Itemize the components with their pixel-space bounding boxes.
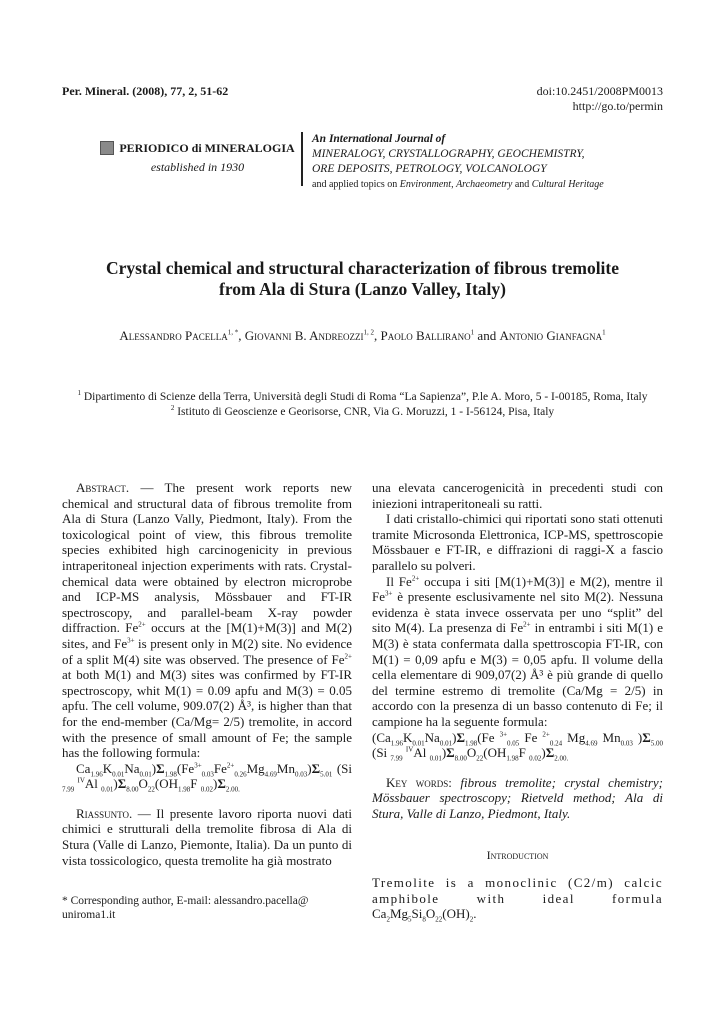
applied-cult: Cultural Heritage (531, 179, 604, 190)
charge: 2+ (344, 652, 352, 661)
charge: 3+ (127, 636, 135, 645)
masthead-divider (301, 132, 303, 186)
author-name: Giovanni B. Andreozzi (244, 328, 364, 343)
riassunto-dash: — (132, 805, 157, 821)
affiliation-1 (60, 390, 665, 405)
charge: 2+ (138, 621, 146, 630)
journal-established: established in 1930 (150, 160, 245, 174)
author-affil: 1 (470, 328, 475, 337)
riassunto-text: è presente esclusivamente nel sito M(2). Nessuna evidenza è stata invece osservata per uno “split” del sito M(4). La presenza di Fe (372, 589, 663, 636)
title-line-2: from Ala di Stura (Lanzo Valley, Italy) (219, 279, 506, 299)
applied-arch: Archaeometry (456, 179, 513, 190)
author-sep: and (474, 328, 500, 343)
left-column (62, 480, 352, 868)
riassunto-formula: $(Ca_{1.96}K_{0.01}Na_{0.01})\Sigma_{1.98}(Fe$ $^{3+}_{0.05}$ Fe $^{2+}_{0.24}$ $Mg_{4.69}$ $Mn_{0.03}$ )$\Sigma_{5.00}$ (Si $_{7.99}$ $^{IV}$Al $_{0.01})\Sigma_{8.00}O_{22}(OH_{1.98}F$ $_{0.02})\Sigma_{2.00.}$ (372, 729, 663, 763)
riassunto-text: Il presente lavoro riporta nuovi dati chimici e strutturali della tremolite fibrosa di Ala di Stura (Valle di Lanzo, Piemonte, Italia). Da un punto di vista tossicologico, questa tremolite ha già mostrato (62, 805, 352, 868)
riassunto-paragraph-2: I dati cristallo-chimici qui riportati sono stati ottenuti tramite Microsonda Elettronica, ICP-MS, spettroscopie Mössbauer e FT-IR, e diffrazioni di raggi-X a fascio parallelo su polveri. (372, 511, 663, 573)
introduction-heading: Introduction (486, 848, 549, 862)
author-list (60, 328, 665, 344)
charge: 2+ (411, 574, 420, 583)
author-name: Paolo Ballirano (380, 328, 471, 343)
riassunto (62, 806, 352, 868)
journal-scope (312, 132, 604, 192)
title-line-1: Crystal chemical and structural characterization of fibrous tremolite (105, 258, 620, 278)
journal-url[interactable]: http://go.to/permin (572, 99, 663, 113)
right-column (372, 480, 663, 821)
riassunto-text: Il Fe (386, 573, 412, 589)
author-affil: 1, * (227, 328, 239, 337)
riassunto-cont: una elevata cancerogenicità in precedenti studi con iniezioni intraperitoneali su ratti. (372, 480, 663, 511)
journal-logo-icon (100, 141, 114, 155)
abstract-text: occurs at the [M(1)+M(3)] and M(2) sites, and Fe (62, 620, 352, 651)
paper-title (60, 258, 665, 300)
applied-sep: , (451, 179, 457, 190)
affiliation-num: 2 (170, 404, 175, 413)
author-sep: , (374, 328, 381, 343)
doi-block (537, 84, 663, 114)
abstract-dash: — (129, 480, 165, 495)
fields-line-2: ORE DEPOSITS, PETROLOGY, VOLCANOLOGY (312, 163, 547, 175)
intro-formula: $Ca_2Mg_5Si_8O_{22}(OH)_2$. (372, 906, 477, 924)
journal-name: PERIODICO di MINERALOGIA (119, 141, 295, 155)
riassunto-text: in entrambi i siti M(1) e M(3) è stata confermata dalla spettroscopia FT-IR, con M(1) = 0,09 apfu e M(3) = 0,05 apfu. Il volume della cella elementare di 909,07(2) Å³ è più grande di quello del termine estremo di tremolite (Ca/Mg = 2/5) in accordo con la presenza di un basso contenuto di Fe; il campione ha la seguente formula: (372, 620, 664, 729)
charge: 2+ (523, 621, 531, 630)
affiliation-num: 1 (77, 389, 81, 398)
intro-sentence: Tremolite is a monoclinic (C2/m) calcic amphibole with ideal formula (372, 875, 663, 906)
applied-topics (312, 177, 604, 192)
journal-citation: Per. Mineral. (2008), 77, 2, 51-62 (62, 84, 229, 98)
author-sep: , (238, 328, 245, 343)
riassunto-text: occupa i siti [M(1)+M(3)] e M(2), mentre il Fe (372, 573, 663, 605)
affiliations (60, 390, 665, 420)
abstract-formula: $Ca_{1.96}K_{0.01}Na_{0.01})\Sigma_{1.98}(Fe^{3+}_{0.03}Fe^{2+}_{0.26}Mg_{4.69}Mn_{0.03})\Sigma_{5.01}$ (Si $_{7.99}$ $^{IV}$Al $_{0.01})\Sigma_{8.00}O_{22}(OH_{1.98}F$ $_{0.02})\Sigma_{2.00.}$ (62, 760, 352, 794)
abstract-text: at both M(1) and M(3) sites was confirmed by FT-IR spectroscopy, whit M(1) = 0.09 apfu and M(3) = 0.05 apfu. The cell volume, 909.07(2) Å³, is higher than that for the end-member (Ca/Mg= 2/5) tremolite, in accord with the presence of small amount of Fe; the sample has the following formula: (62, 667, 352, 761)
fields-line-1: MINERALOGY, CRYSTALLOGRAPHY, GEOCHEMISTRY, (312, 148, 585, 160)
keywords (372, 775, 663, 822)
riassunto-paragraph-3 (372, 574, 663, 730)
abstract (62, 480, 352, 761)
riassunto-label: Riassunto. (76, 805, 133, 821)
affiliation-2 (60, 405, 665, 420)
abstract-label: Abstract. (76, 480, 130, 495)
abstract-text: The present work reports new chemical and structural data of fibrous tremolite from Ala di Stura (Lanzo Vally, Piedmont, Italy). From the toxicological point of view, this fibrous tremolite species exhibited high carcinogenicity in previous intraperitoneal injection experiments with rats. Crystal-chemical data were obtained by electron microprobe and ICP-MS analysis, Mössbauer and FT-IR spectroscopy, and parallel-beam X-ray powder diffraction. Fe (62, 480, 353, 636)
doi: doi:10.2451/2008PM0013 (536, 84, 663, 98)
keywords-label: Key words: (386, 774, 452, 790)
applied-env: Environment (399, 179, 452, 190)
introduction-text (372, 875, 663, 922)
footnote: * Corresponding author, E-mail: alessandro.pacella@ uniroma1.it (62, 895, 309, 921)
affiliation-text: Istituto di Geoscienze e Georisorse, CNR, Via G. Moruzzi, 1 - I-56124, Pisa, Italy (177, 406, 555, 418)
author-name: Alessandro Pacella (119, 328, 228, 343)
charge: 3+ (385, 589, 393, 598)
abstract-text: is present only in M(2) site. No evidence of a split M(4) site was observed. The presence of Fe (62, 635, 352, 667)
applied-and: and (512, 179, 532, 190)
author-name: Antonio Gianfagna (499, 328, 603, 343)
author-affil: 1, 2 (363, 328, 375, 337)
author-affil: 1 (602, 328, 606, 337)
journal-name-row (100, 140, 294, 156)
applied-prefix: and applied topics on (312, 179, 400, 190)
affiliation-text: Dipartimento di Scienze della Terra, Università degli Studi di Roma “La Sapienza”, P.le A. Moro, 5 - I-00185, Roma, Italy (83, 391, 648, 403)
keywords-text: fibrous tremolite; crystal chemistry; Mössbauer spectroscopy; Rietveld method; Ala di Stura, Valle di Lanzo, Piedmont, Italy. (372, 774, 663, 821)
intl-label: An International Journal of (312, 133, 446, 145)
journal-masthead (100, 140, 295, 175)
